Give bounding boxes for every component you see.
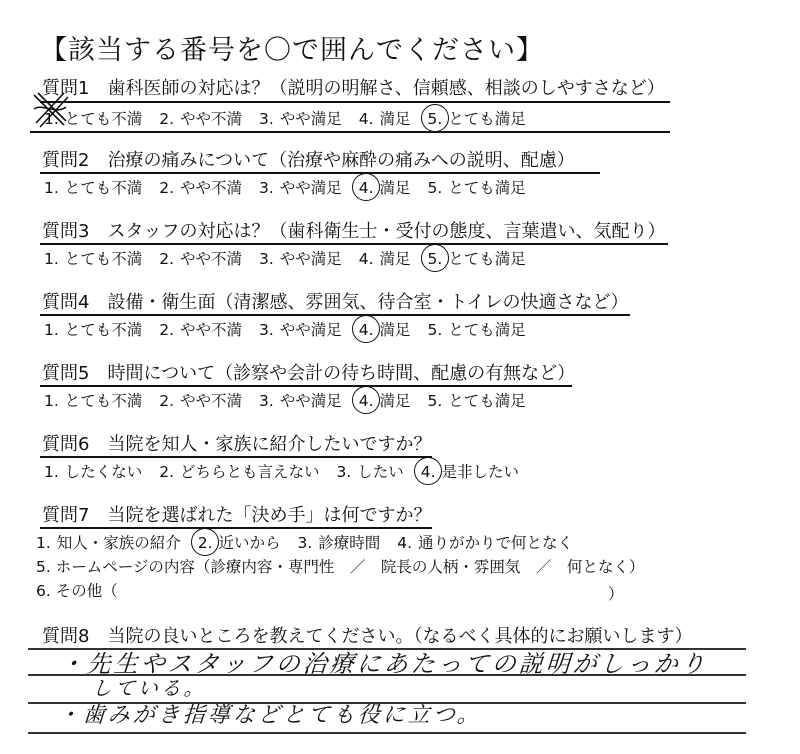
q2-option-3[interactable]: 3. やや満足 xyxy=(259,179,342,197)
q2-option-4-selected[interactable]: 4. 満足 xyxy=(358,179,411,197)
question-5-options xyxy=(44,389,538,411)
question-7-underline xyxy=(40,527,432,529)
question-2-underline xyxy=(40,172,600,174)
q1-option-5-selected[interactable]: 5. とても満足 xyxy=(427,110,526,128)
question-1-label: 質問1 歯科医師の対応は？（説明の明解さ、信頼感、相談のしやすさなど） xyxy=(42,78,665,99)
q1-option-2[interactable]: 2. やや不満 xyxy=(159,110,243,128)
question-2-options xyxy=(44,176,538,198)
question-7-options-row-1 xyxy=(36,531,585,553)
form-title: 【該当する番号を〇で囲んでください】 xyxy=(40,35,544,66)
q4-option-4-selected[interactable]: 4. 満足 xyxy=(358,321,411,339)
question-1-options xyxy=(44,107,538,129)
q3-option-1[interactable]: 1. とても不満 xyxy=(44,250,143,268)
question-3-options xyxy=(44,247,538,269)
question-8-label: 質問8 当院の良いところを教えてください。（なるべく具体的にお願いします） xyxy=(42,626,693,647)
question-4-options xyxy=(44,318,538,340)
question-3-label: 質問3 スタッフの対応は？（歯科衛生士・受付の態度、言葉遣い、気配り） xyxy=(42,221,666,242)
q6-option-2[interactable]: 2. どちらとも言えない xyxy=(159,463,320,481)
q5-option-3[interactable]: 3. やや満足 xyxy=(259,392,342,410)
question-6-options xyxy=(44,460,531,482)
question-6-underline xyxy=(40,456,432,458)
question-4-underline xyxy=(40,314,630,316)
handwritten-answer-line-1: ・先生やスタッフの治療にあたっての説明がしっかり xyxy=(58,650,709,678)
q7-option-2-selected[interactable]: 2. 近いから xyxy=(197,534,281,552)
q5-option-1[interactable]: 1. とても不満 xyxy=(44,392,143,410)
question-6-label: 質問6 当院を知人・家族に紹介したいですか？ xyxy=(42,434,432,455)
q5-option-4-selected[interactable]: 4. 満足 xyxy=(358,392,411,410)
question-2-label: 質問2 治療の痛みについて（治療や麻酔の痛みへの説明、配慮） xyxy=(42,150,575,171)
q1-option-1[interactable]: 1. とても不満 xyxy=(44,110,143,128)
question-7-label: 質問7 当院を選ばれた「決め手」は何ですか？ xyxy=(42,505,432,526)
q5-option-2[interactable]: 2. やや不満 xyxy=(159,392,243,410)
q6-option-4-selected[interactable]: 4. 是非したい xyxy=(420,463,520,481)
q7-option-1[interactable]: 1. 知人・家族の紹介 xyxy=(36,534,181,552)
q7-option-6[interactable]: 6. その他（ xyxy=(36,582,118,600)
q6-option-3[interactable]: 3. したい xyxy=(336,463,404,481)
q1-option-3[interactable]: 3. やや満足 xyxy=(259,110,342,128)
q7-option-4[interactable]: 4. 通りがかりで何となく xyxy=(397,534,574,552)
q7-option-3[interactable]: 3. 診療時間 xyxy=(297,534,381,552)
q7-option-6-close-paren: ） xyxy=(608,585,624,603)
question-1-bottom-rule xyxy=(30,131,670,133)
handwritten-answer-line-2: している。 xyxy=(91,676,208,700)
handwritten-answer-line-3: ・歯みがき指導などとても役に立つ。 xyxy=(56,703,483,728)
q4-option-1[interactable]: 1. とても不満 xyxy=(44,321,143,339)
question-4-label: 質問4 設備・衛生面（清潔感、雰囲気、待合室・トイレの快適さなど） xyxy=(42,292,629,313)
q3-option-5-selected[interactable]: 5. とても満足 xyxy=(427,250,526,268)
q7-option-5[interactable]: 5. ホームページの内容（診療内容・専門性 ／ 院長の人柄・雰囲気 ／ 何となく） xyxy=(36,558,645,576)
q2-option-2[interactable]: 2. やや不満 xyxy=(159,179,243,197)
q4-option-5[interactable]: 5. とても満足 xyxy=(427,321,526,339)
q2-option-1[interactable]: 1. とても不満 xyxy=(44,179,143,197)
q1-option-4[interactable]: 4. 満足 xyxy=(358,110,411,128)
q3-option-3[interactable]: 3. やや満足 xyxy=(259,250,342,268)
q5-option-5[interactable]: 5. とても満足 xyxy=(427,392,526,410)
question-3-underline xyxy=(40,243,668,245)
q6-option-1[interactable]: 1. したくない xyxy=(44,463,143,481)
q4-option-3[interactable]: 3. やや満足 xyxy=(259,321,342,339)
q3-option-2[interactable]: 2. やや不満 xyxy=(159,250,243,268)
question-5-underline xyxy=(40,385,572,387)
q3-option-4[interactable]: 4. 満足 xyxy=(358,250,411,268)
answer-line-4 xyxy=(28,732,746,734)
question-1-underline xyxy=(40,101,670,103)
q4-option-2[interactable]: 2. やや不満 xyxy=(159,321,243,339)
q2-option-5[interactable]: 5. とても満足 xyxy=(427,179,526,197)
question-5-label: 質問5 時間について（診察や会計の待ち時間、配慮の有無など） xyxy=(42,363,576,384)
